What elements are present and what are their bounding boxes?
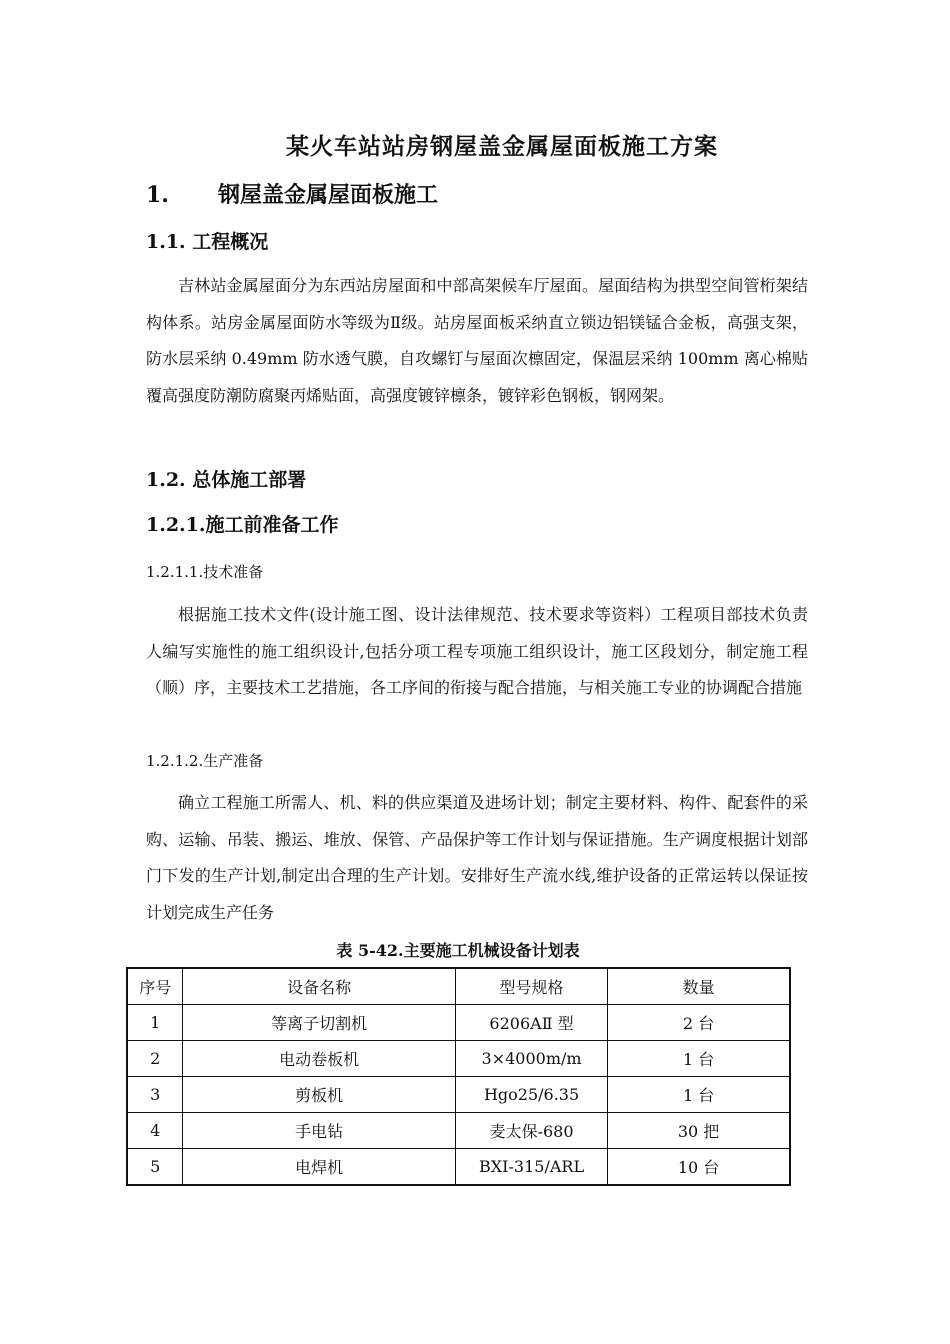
cell-model: BXI-315/ARL	[455, 1149, 607, 1186]
section-1-2-heading: 1.2. 总体施工部署	[146, 469, 307, 491]
section-1-heading	[146, 178, 438, 209]
cell-equipment-name: 等离子切割机	[183, 1005, 455, 1041]
cell-equipment-name: 剪板机	[183, 1077, 455, 1113]
section-1-number: 1.	[146, 182, 169, 208]
cell-serial: 1	[127, 1005, 183, 1041]
section-1-1-heading: 1.1. 工程概况	[146, 231, 269, 253]
section-1-2-1-heading: 1.2.1.施工前准备工作	[146, 514, 339, 536]
cell-equipment-name: 电焊机	[183, 1149, 455, 1186]
cell-quantity: 2 台	[608, 1005, 790, 1041]
table-header-row	[127, 968, 790, 1005]
table-row	[127, 1041, 790, 1077]
cell-serial: 5	[127, 1149, 183, 1186]
document-title: 某火车站站房钢屋盖金属屋面板施工方案	[286, 133, 718, 160]
section-1-2-1-1-body: 根据施工技术文件(设计施工图、设计法律规范、技术要求等资料）工程项目部技术负责人编写实施性的施工组织设计,包括分项工程专项施工组织设计，施工区段划分，制定施工程（顺）序，主要技术工艺措施，各工序间的衔接与配合措施，与相关施工专业的协调配合措施	[146, 605, 808, 697]
cell-quantity: 10 台	[608, 1149, 790, 1186]
table-caption: 表 5-42.主要施工机械设备计划表	[336, 941, 580, 960]
table-row	[127, 1005, 790, 1041]
header-equipment-name: 设备名称	[183, 968, 455, 1005]
cell-quantity: 30 把	[608, 1113, 790, 1149]
cell-quantity: 1 台	[608, 1041, 790, 1077]
cell-model: Hgo25/6.35	[455, 1077, 607, 1113]
section-1-2-1-1-heading: 1.2.1.1.技术准备	[146, 563, 264, 581]
section-1-1-body: 吉林站金属屋面分为东西站房屋面和中部高架候车厅屋面。屋面结构为拱型空间管桁架结构体系。站房金属屋面防水等级为Ⅱ级。站房屋面板采纳直立锁边铝镁锰合金板，高强支架，防水层采纳 0.49mm 防水透气膜，自攻螺钉与屋面次檩固定，保温层采纳 100mm 离心棉贴覆高强度防潮防腐聚丙烯贴面，高强度镀锌檩条，镀锌彩色钢板，钢网架。	[146, 276, 808, 405]
cell-serial: 2	[127, 1041, 183, 1077]
header-serial: 序号	[127, 968, 183, 1005]
header-quantity: 数量	[608, 968, 790, 1005]
cell-serial: 3	[127, 1077, 183, 1113]
header-model: 型号规格	[455, 968, 607, 1005]
cell-equipment-name: 手电钻	[183, 1113, 455, 1149]
cell-equipment-name: 电动卷板机	[183, 1041, 455, 1077]
cell-serial: 4	[127, 1113, 183, 1149]
section-1-2-1-2-body: 确立工程施工所需人、机、料的供应渠道及进场计划；制定主要材料、构件、配套件的采购、运输、吊装、搬运、堆放、保管、产品保护等工作计划与保证措施。生产调度根据计划部门下发的生产计划,制定出合理的生产计划。安排好生产流水线,维护设备的正常运转以保证按计划完成生产任务	[146, 793, 808, 922]
cell-quantity: 1 台	[608, 1077, 790, 1113]
equipment-table	[126, 967, 791, 1186]
cell-model: 6206AⅡ 型	[455, 1005, 607, 1041]
cell-model: 麦太保-680	[455, 1113, 607, 1149]
cell-model: 3×4000m/m	[455, 1041, 607, 1077]
section-1-title: 钢屋盖金属屋面板施工	[218, 182, 439, 208]
table-row	[127, 1113, 790, 1149]
section-1-2-1-2-heading: 1.2.1.2.生产准备	[146, 752, 264, 770]
table-row	[127, 1077, 790, 1113]
table-row	[127, 1149, 790, 1186]
